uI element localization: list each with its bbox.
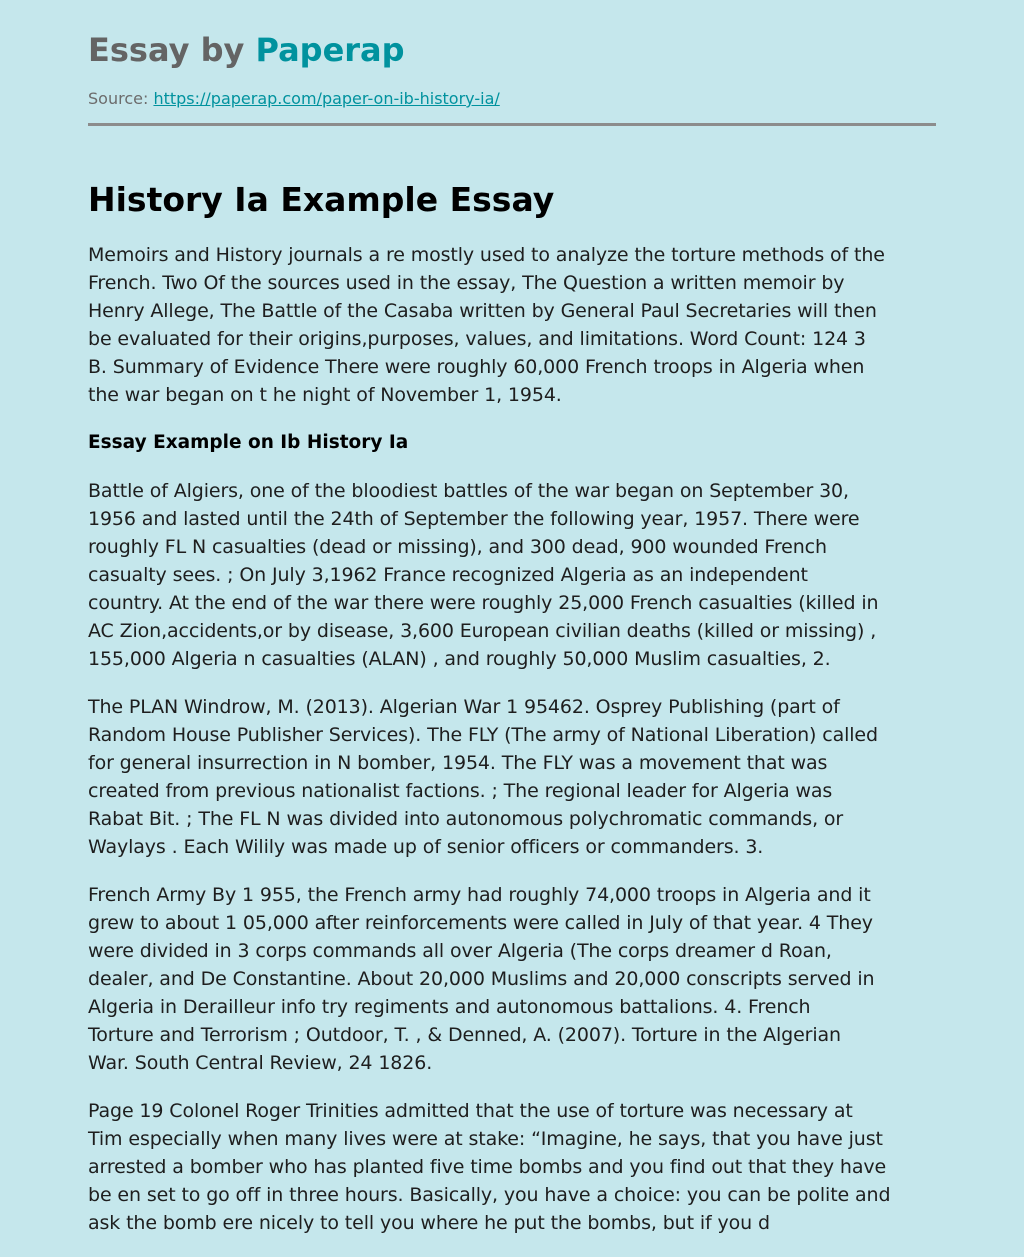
brand-prefix: Essay by <box>88 31 256 69</box>
essay-paragraph-3 <box>88 693 948 861</box>
text-line: AC Zion,accidents,or by disease, 3,600 European civilian deaths (killed or missing) , <box>88 620 877 642</box>
source-label: Source: <box>88 89 149 108</box>
text-line: French. Two Of the sources used in the essay, The Question a written memoir by <box>88 272 845 294</box>
text-line: arrested a bomber who has planted five time bombs and you find out that they have <box>88 1156 887 1178</box>
essay-body <box>88 241 948 1257</box>
text-line: were divided in 3 corps commands all over Algeria (The corps dreamer d Roan, <box>88 940 832 962</box>
source-line <box>88 89 500 109</box>
text-line: dealer, and De Constantine. About 20,000 Muslims and 20,000 conscripts served in <box>88 968 875 990</box>
text-line: be en set to go off in three hours. Basically, you have a choice: you can be polite and <box>88 1184 891 1206</box>
text-line: for general insurrection in N bomber, 1954. The FLY was a movement that was <box>88 752 828 774</box>
source-link[interactable]: https://paperap.com/paper-on-ib-history-ia/ <box>153 89 500 108</box>
text-line: Algeria in Derailleur info try regiments and autonomous battalions. 4. French <box>88 996 811 1018</box>
essay-paragraph-4 <box>88 881 948 1077</box>
text-line: War. South Central Review, 24 1826. <box>88 1052 433 1074</box>
header-divider <box>88 123 936 126</box>
text-line: casualty sees. ; On July 3,1962 France recognized Algeria as an independent <box>88 564 808 586</box>
text-line: Rabat Bit. ; The FL N was divided into autonomous polychromatic commands, or <box>88 808 844 830</box>
text-line: grew to about 1 05,000 after reinforcements were called in July of that year. 4 They <box>88 912 873 934</box>
text-line: Henry Allege, The Battle of the Casaba written by General Paul Secretaries will then <box>88 300 877 322</box>
text-line: 155,000 Algeria n casualties (ALAN) , and roughly 50,000 Muslim casualties, 2. <box>88 648 831 670</box>
site-brand[interactable] <box>88 30 405 70</box>
text-line: Tim especially when many lives were at stake: “Imagine, he says, that you have just <box>88 1128 883 1150</box>
text-line: B. Summary of Evidence There were roughly 60,000 French troops in Algeria when <box>88 356 865 378</box>
essay-paragraph-1 <box>88 241 948 409</box>
essay-subheading: Essay Example on Ib History Ia <box>88 432 409 453</box>
essay-paragraph-5 <box>88 1097 948 1237</box>
text-line: ask the bomb ere nicely to tell you where he put the bombs, but if you d <box>88 1212 770 1234</box>
text-line: Torture and Terrorism ; Outdoor, T. , & Denned, A. (2007). Torture in the Algerian <box>88 1024 841 1046</box>
text-line: 1956 and lasted until the 24th of September the following year, 1957. There were <box>88 508 860 530</box>
text-line: be evaluated for their origins,purposes, values, and limitations. Word Count: 124 3 <box>88 328 866 350</box>
brand-name: Paperap <box>255 31 405 69</box>
text-line: the war began on t he night of November 1, 1954. <box>88 384 562 406</box>
text-line: Page 19 Colonel Roger Trinities admitted that the use of torture was necessary at <box>88 1100 853 1122</box>
text-line: Memoirs and History journals a re mostly used to analyze the torture methods of the <box>88 244 885 266</box>
text-line: Waylays . Each Wilily was made up of senior officers or commanders. 3. <box>88 836 764 858</box>
text-line: roughly FL N casualties (dead or missing), and 300 dead, 900 wounded French <box>88 536 827 558</box>
text-line: country. At the end of the war there were roughly 25,000 French casualties (killed in <box>88 592 879 614</box>
text-line: Battle of Algiers, one of the bloodiest battles of the war began on September 30, <box>88 480 849 502</box>
text-line: The PLAN Windrow, M. (2013). Algerian War 1 95462. Osprey Publishing (part of <box>88 696 840 718</box>
text-line: created from previous nationalist factions. ; The regional leader for Algeria was <box>88 780 833 802</box>
text-line: French Army By 1 955, the French army had roughly 74,000 troops in Algeria and it <box>88 884 871 906</box>
text-line: Random House Publisher Services). The FLY (The army of National Liberation) called <box>88 724 878 746</box>
essay-title: History Ia Example Essay <box>88 180 555 219</box>
essay-paragraph-2 <box>88 477 948 673</box>
